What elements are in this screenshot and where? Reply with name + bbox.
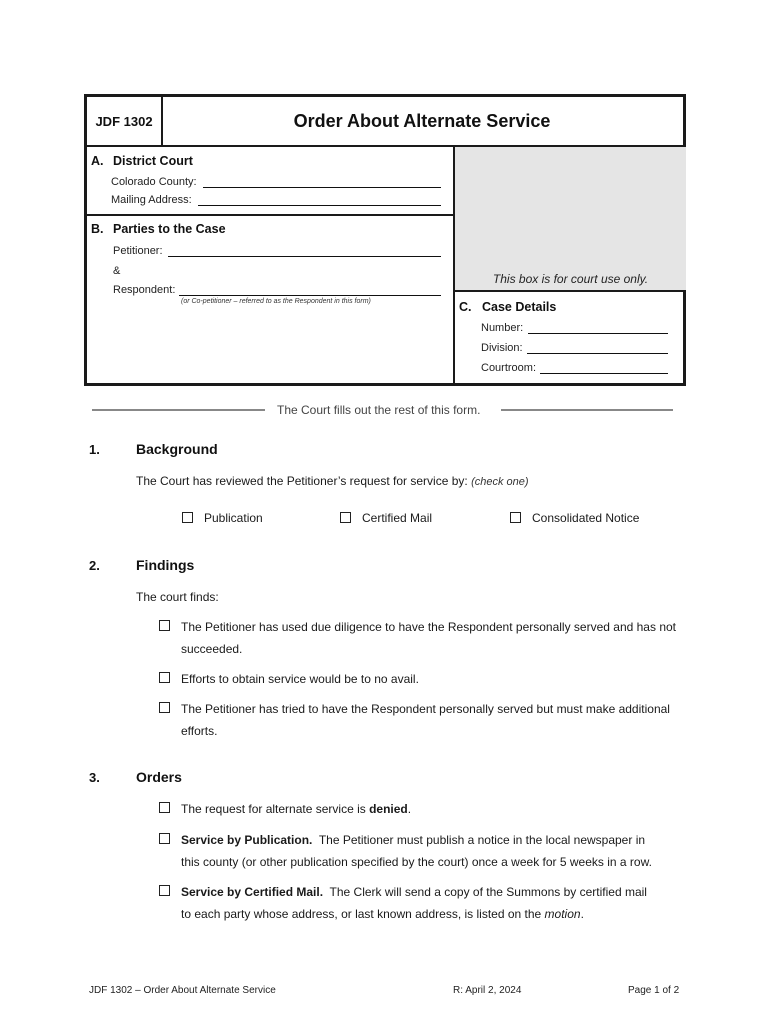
certified-mail-option-label: Certified Mail [362, 511, 433, 525]
background-intro-text: The Court has reviewed the Petitioner’s request for service by: [136, 474, 468, 488]
section-a-b-divider [87, 214, 453, 216]
order-denied-word: denied [369, 802, 408, 816]
section-3-heading: Orders [136, 769, 182, 785]
petitioner-label: Petitioner: [113, 245, 163, 257]
consolidated-notice-checkbox[interactable] [510, 512, 521, 523]
finding-2-checkbox[interactable] [159, 672, 170, 683]
county-field[interactable] [203, 187, 441, 188]
mailing-address-label: Mailing Address: [111, 194, 192, 206]
publication-checkbox[interactable] [182, 512, 193, 523]
order-certified-checkbox[interactable] [159, 885, 170, 896]
ampersand: & [113, 265, 121, 277]
petitioner-field[interactable] [168, 256, 441, 257]
section-a-label: A. [91, 154, 104, 168]
respondent-field[interactable] [179, 295, 441, 296]
section-b-label: B. [91, 222, 104, 236]
finding-3-line-1: The Petitioner has tried to have the Respondent personally served but must make additional [181, 702, 670, 716]
respondent-note: (or Co-petitioner – referred to as the Respondent in this form) [181, 298, 371, 305]
section-a-title: District Court [113, 154, 193, 168]
section-c-label: C. [459, 300, 472, 314]
form-title: Order About Alternate Service [293, 110, 551, 131]
order-certified-text: The Clerk will send a copy of the Summons by certified mail [323, 885, 647, 899]
publication-option-label: Publication [204, 511, 263, 525]
court-use-box [455, 147, 686, 290]
finding-1-line-1: The Petitioner has used due diligence to have the Respondent personally served and has not [181, 620, 676, 634]
section-c-title: Case Details [482, 300, 557, 314]
order-certified-line-2-prefix: to each party whose address, or last known address, is listed on the [181, 907, 545, 921]
order-certified-line-1 [181, 881, 647, 903]
order-publication-line-2: this county (or other publication specified by the court) once a week for 5 weeks in a row. [181, 855, 652, 869]
finding-3-checkbox[interactable] [159, 702, 170, 713]
caption-box [84, 94, 686, 386]
divider-text: The Court fills out the rest of this form. [277, 403, 481, 417]
certified-mail-checkbox[interactable] [340, 512, 351, 523]
county-label: Colorado County: [111, 176, 197, 188]
division-label: Division: [481, 342, 523, 354]
order-certified-line-2-suffix: . [580, 907, 584, 921]
finding-1-line-2: succeeded. [181, 642, 243, 656]
order-publication-line-1 [181, 829, 645, 851]
order-denied-prefix: The request for alternate service is [181, 802, 370, 816]
respondent-label: Respondent: [113, 284, 176, 296]
divider-line-left [92, 409, 265, 411]
section-1-heading: Background [136, 441, 218, 457]
background-intro [136, 470, 529, 493]
order-certified-bold: Service by Certified Mail. [181, 885, 324, 899]
courtroom-field[interactable] [540, 373, 668, 374]
order-denied-text [181, 798, 411, 820]
order-publication-bold: Service by Publication. [181, 833, 313, 847]
case-number-label: Number: [481, 322, 524, 334]
section-3-number: 3. [89, 770, 100, 785]
order-denied-checkbox[interactable] [159, 802, 170, 813]
finding-1-checkbox[interactable] [159, 620, 170, 631]
court-box-divider [455, 290, 686, 292]
footer-form-title: JDF 1302 – Order About Alternate Service [89, 985, 276, 996]
consolidated-notice-option-label: Consolidated Notice [532, 511, 640, 525]
order-denied-suffix: . [407, 802, 412, 816]
order-certified-motion: motion [544, 907, 581, 921]
findings-intro: The court finds: [136, 590, 219, 604]
mailing-address-field[interactable] [198, 205, 441, 206]
section-b-title: Parties to the Case [113, 222, 226, 236]
courtroom-label: Courtroom: [481, 362, 537, 374]
division-field[interactable] [527, 353, 668, 354]
order-certified-line-2 [181, 903, 584, 925]
order-publication-checkbox[interactable] [159, 833, 170, 844]
finding-3-line-2: efforts. [181, 724, 218, 738]
background-intro-hint: (check one) [471, 476, 529, 488]
footer-revision-date: R: April 2, 2024 [453, 985, 522, 996]
finding-2-line-1: Efforts to obtain service would be to no avail. [181, 672, 419, 686]
section-2-heading: Findings [136, 557, 195, 573]
form-id: JDF 1302 [87, 97, 163, 145]
order-publication-text: The Petitioner must publish a notice in the local newspaper in [312, 833, 646, 847]
section-1-number: 1. [89, 442, 100, 457]
case-number-field[interactable] [528, 333, 668, 334]
court-use-note: This box is for court use only. [492, 272, 649, 286]
footer-page-number: Page 1 of 2 [628, 985, 680, 996]
section-2-number: 2. [89, 558, 100, 573]
divider-line-right [501, 409, 673, 411]
